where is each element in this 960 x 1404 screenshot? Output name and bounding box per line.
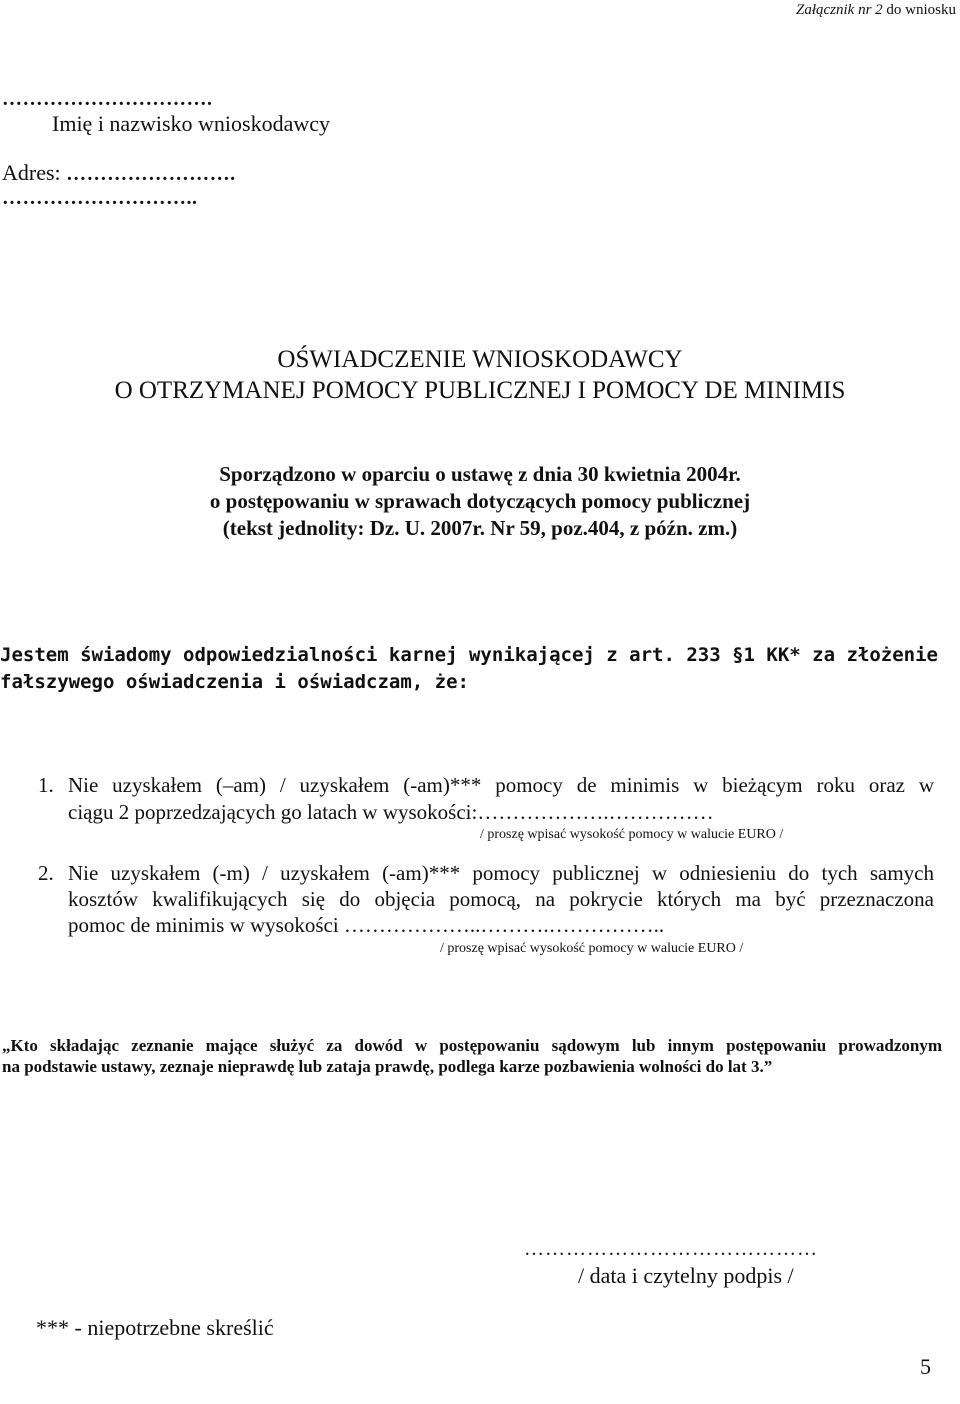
item-2-number: 2. xyxy=(38,861,54,885)
item-2-line3: pomoc de minimis w wysokości ………………..……….…………….. xyxy=(68,913,665,937)
penalty-notice-line1: „Kto składając zeznanie mające służyć za dowód w postępowaniu sądowym lub innym postępowaniu prowadzonym xyxy=(2,1036,942,1055)
declaration-line2: fałszywego oświadczenia i oświadczam, że: xyxy=(0,671,469,693)
legal-basis-line2: o postępowaniu w sprawach dotyczących pomocy publicznej xyxy=(209,489,751,513)
legal-basis-line1: Sporządzono w oparciu o ustawę z dnia 30 kwietnia 2004r. xyxy=(219,462,741,486)
attachment-note xyxy=(796,2,956,19)
item-2-line2: kosztów kwalifikujących się do objęcia pomocą, na pokrycie których ma być przeznaczona xyxy=(68,887,934,911)
item-1-hint: / proszę wpisać wysokość pomocy w walucie EURO / xyxy=(480,827,784,842)
address-field-line1: ……………………. xyxy=(66,163,236,185)
applicant-name-field: …………………………. xyxy=(2,88,213,110)
item-1-line1: Nie uzyskałem (–am) / uzyskałem (-am)*** pomocy de minimis w bieżącym roku oraz w xyxy=(68,773,934,797)
item-2-line1: Nie uzyskałem (-m) / uzyskałem (-am)*** pomocy publicznej w odniesieniu do tych samych xyxy=(68,861,934,885)
footnote: *** - niepotrzebne skreślić xyxy=(36,1315,274,1340)
declaration-line1: Jestem świadomy odpowiedzialności karnej wynikającej z art. 233 §1 KK* za złożenie xyxy=(0,644,938,666)
item-2-hint: / proszę wpisać wysokość pomocy w walucie EURO / xyxy=(440,941,744,956)
item-1-line2: ciągu 2 poprzedzających go latach w wysokości:……………….…………… xyxy=(68,800,714,824)
attachment-note-upright: do wniosku xyxy=(882,2,956,18)
signature-field: …………………………………… xyxy=(524,1238,818,1260)
legal-basis-line3: (tekst jednolity: Dz. U. 2007r. Nr 59, poz.404, z późn. zm.) xyxy=(222,516,738,540)
document-title-line2: O OTRZYMANEJ POMOCY PUBLICZNEJ I POMOCY DE MINIMIS xyxy=(114,377,846,404)
signature-label: / data i czytelny podpis / xyxy=(578,1263,794,1288)
address-row xyxy=(2,160,236,186)
applicant-name-label: Imię i nazwisko wnioskodawcy xyxy=(52,111,330,136)
penalty-notice-line2: na podstawie ustawy, zeznaje nieprawdę lub zataja prawdę, podlega karze pozbawienia wolności do lat 3.” xyxy=(2,1057,773,1076)
address-field-line2: ……………………….. xyxy=(2,187,198,209)
attachment-note-italic: Załącznik nr 2 xyxy=(795,2,883,18)
address-label: Adres: xyxy=(2,160,61,185)
document-title-line1: OŚWIADCZENIE WNIOSKODAWCY xyxy=(277,346,683,373)
page-number: 5 xyxy=(920,1354,931,1379)
item-1-number: 1. xyxy=(38,773,54,797)
